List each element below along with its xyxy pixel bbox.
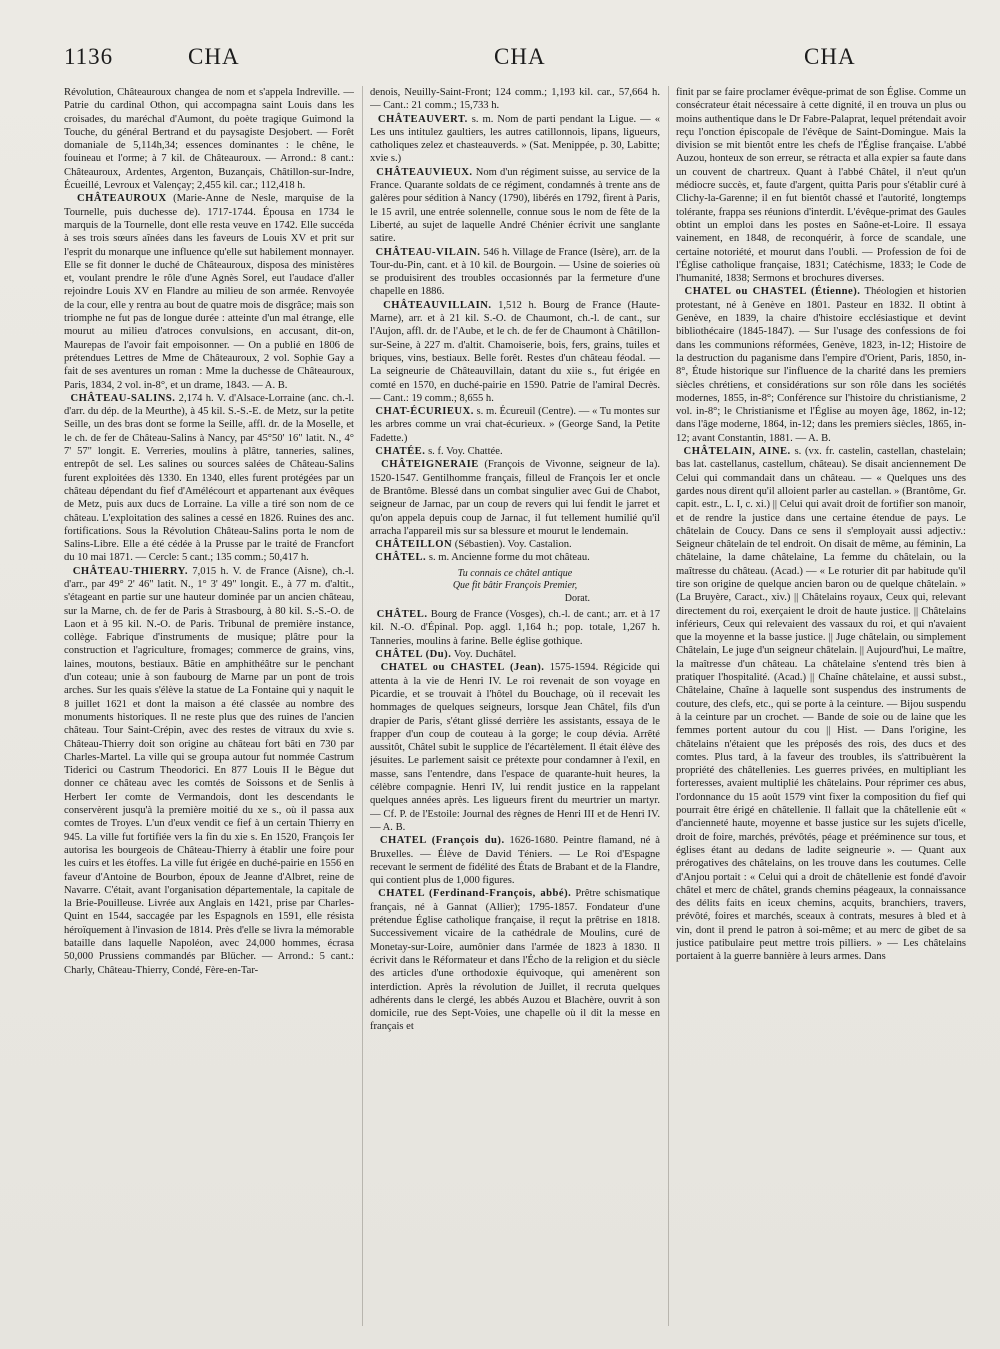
entry-chatel-du: CHÂTEL (Du). Voy. Duchâtel. [375,649,517,661]
entry-chatel-jean: CHATEL ou CHASTEL (Jean). 1575-1594. Régicide qui attenta à la vie de Henri IV. Le roi revenait de son voyage en Picardie, et se trouvait à l'hôtel du Bouchage, où il recevait les hommages de quelques seigneurs, lorsque Jean Châtel, fils d'un drapier de Paris, s'étant glissé derrière les assistants, essaya de le frapper d'un coup de couteau à la gorge; le coup dévia. Arrêté aussitôt, Châtel subit le supplice de l'écartèlement. Il était élève des jésuites. Le parlement saisit ce prétexte pour condamner à l'exil, en masse, sans l'entendre, dans l'espace de quarante-huit heures, la célèbre compagnie. Henri IV, lui rendit justice en la rappelant quelques années après. Les ligueurs firent du meurtrier un martyr. — Cf. P. de l'Estoile: Journal des règnes de Henri III et de Henri IV. — A. B. [370,662,660,833]
entry-chatel-francois: CHATEL (François du). 1626-1680. Peintre flamand, né à Bruxelles. — Élève de David Téniers. — Le Roi d'Espagne recevant le serment de fidélité des États de Brabant et de la Flandre, qui contient plus de 1,000 figures. [370,835,660,887]
running-head-right: CHA [804,44,856,69]
column-divider [362,86,363,1326]
headword: CHÂTEL. [375,552,427,564]
column-2 [370,86,660,1331]
headword: CHÂTEAU-VILAIN. [375,246,481,258]
entry-chatel-bourg: CHÂTEL. Bourg de France (Vosges), ch.-l. de cant.; arr. et à 17 kil. N.-O. d'Épinal. Pop. aggl. 1,164 h.; pop. totale, 1,267 h. Tanneries, moulins à farine. Belle église gothique. [370,609,660,647]
entry-chateillon: CHÂTEILLON (Sébastien). Voy. Castalion. [375,539,572,551]
headword: CHÂTEILLON [375,539,453,551]
headword: CHÂTEAU-THIERRY. [72,565,188,577]
headword: CHÂTEAUROUX [76,193,167,205]
headword: CHÂTELAIN, AINE. [683,446,791,458]
headword: CHATEL ou CHASTEL (Étienne). [684,286,861,298]
headword: CHÂTEL. [376,609,428,621]
headword: CHÂTEAUVIEUX. [376,166,473,178]
entry-chateauvert: CHÂTEAUVERT. s. m. Nom de parti pendant la Ligue. — « Les uns intitulez gaultiers, les autres catillonnois, lipans, ligueurs, catholiques zelez et chasteauverds. » (Sat. Menippée, p. 30, Labitte; xvie s.) [370,113,660,165]
headword: CHATÉE. [375,446,426,458]
column-1 [64,86,354,1331]
entry-chateauvieux: CHÂTEAUVIEUX. Nom d'un régiment suisse, au service de la France. Quarante soldats de ce régiment, condamnés à trente ans de galères pour sédition à Nancy (1790), libérés en 1792, firent à Paris, le 15 avril, une entrée solennelle, connue sous le nom de fête de la Liberté, au sujet de laquelle André Chénier écrivit une sanglante satire. [370,166,660,245]
entry-chat-ecurieux: CHAT-ÉCURIEUX. s. m. Écureuil (Centre). — « Tu montes sur les arbres comme un vrai chat-écurieux. » (George Sand, la Petite Fadette.) [370,406,660,444]
entry-chatelain: CHÂTELAIN, AINE. s. (vx. fr. castelin, castellan, chastelain; bas lat. castellanus, castellum, château). Se disait anciennement De Celui qui commandait dans un château. — « Quelques uns des gardes nous dirent qu'il alloient parler au castellan. » (Brantôme, Gr. capit. estr., L. I, c. xi.) || Celui qui avait droit de fortifier son manoir, et de rendre la justice dans une certaine étendue de pays. Le châtelain de Coucy. Dans ce sens il s'employait aussi adjectiv.: Seigneur châtelain de tel endroit. On disait de même, au féminin, La châtelaine, la dame châtelaine, La femme du châtelain, ou la maîtresse du château. (Acad.) — « Le roturier dit par habitude qu'il tire son origine de quelque ancien baron ou de quelque châtelain. » (La Bruyère, Caract., xiv.) || Châtelains royaux, Ceux qui, relevant directement du roi, exerçaient le droit de haute justice. || Châtelains inférieurs, Ceux qui relevaient des vassaux du roi, et qui n'avaient que la moyenne et la basse justice. || Juge châtelain, ou simplement Châtelain, Le juge d'un seigneur châtelain. || Aujourd'hui, Le maître, la maîtresse d'un château. La châtelaine s'entend très bien à pratiquer l'hospitalité. (Acad.) || Chaîne châtelaine, et aussi subst., Châtelaine, Chaîne à laquelle sont suspendus des instruments de couture, des clefs, etc., qui se porte à la ceinture. — Bijou suspendu à la ceinture par un crochet. — Bande de soie ou de laine que les femmes portent autour du cou || Hist. — Dans l'origine, les châtelains n'étaient que les préposés des rois, des ducs et des comtes. Plus tard, à la faveur des troubles, ils s'attribuèrent la propriété des châtellenies. Les guerres privées, en multipliant les forteresses, avaient multiplié les châtelains. Pour réprimer ces abus, l'ordonnance du 15 août 1579 vint fixer la composition du fief qui pourrait être érigé en châtellenie. Il fallait que la châtellenie eût « d'ancienneté haute, moyenne et basse justice sur les sujets d'icelle, droit de foire, marchés, prévôtés, péage et prééminence sur tous, et églises étant au dedans de ladite seigneurie ». — Quant aux prérogatives des châtelains, on les trouve dans les coutumes. Celle d'Anjou portait : « Celui qui a droit de châtellenie est fondé d'avoir châtel et merc de châtel, grands chemins péageaux, la connaissance des délits faits en iceux chemins, acquits, branchiers, travers, prévôté, foires et marchés, sceaux à contrats, mesures à bled et à vin, dont il prend le patron à soi-même; et au merc de gibet de sa justice patibulaire peut mettre trois pilliers. » — Les châtelains portaient à la guerre bannière à leurs armes. Dans [676,446,966,963]
entry-chatel-noun: CHÂTEL. s. m. Ancienne forme du mot château. [375,552,590,564]
verse-quotation: Tu connais ce châtel antique Que fit bâtir François Premier, Dorat. [370,568,660,606]
headword: CHÂTEAU-SALINS. [70,392,176,404]
headword: CHATEL ou CHASTEL (Jean). [380,662,545,674]
running-head-left: CHA [188,44,240,69]
column-3 [676,86,966,1331]
entry-chateigneraie: CHÂTEIGNERAIE (François de Vivonne, seigneur de la). 1520-1547. Gentilhomme français, filleul de François Ier et oncle de Brantôme. Blessé dans un combat singulier avec Gui de Chabot, seigneur de Jarnac, par un coup de revers qui lui fendit le jarret et qu'on appela depuis coup de Jarnac, il fut tellement humilié qu'il arracha l'appareil mis sur sa blessure et mourut le lendemain. [370,459,660,537]
headword: CHÂTEL (Du). [375,649,452,661]
entry-chateauvillain: CHÂTEAUVILLAIN. 1,512 h. Bourg de France (Haute-Marne), arr. et à 21 kil. S.-O. de Chaumont, ch.-l. de cant., sur l'Aujon, affl. dr. de l'Aube, et le ch. de fer de Chaumont à Châtillon-sur-Seine, à 227 m. d'altit. Chamoiserie, bois, fers, grains, tuiles et briques, vins, bestiaux. Belle forêt. Restes d'un château féodal. — La seigneurie de Châteauvillain, datant du xiie s., fut érigée en comté en 1570, en duché-pairie en 1590. Patrie de l'amiral Decrès. — Cant.: 19 comm.; 8,655 h. [370,299,660,404]
entry-continuation: denois, Neuilly-Saint-Front; 124 comm.; 1,193 kil. car., 57,664 h. — Cant.: 21 comm.; 15,733 h. [370,87,660,112]
page-number: 1136 [64,44,114,69]
headword: CHÂTEAUVERT. [377,113,468,125]
entry-continuation: finit par se faire proclamer évêque-primat de son Église. Comme un consécrateur était nécessaire à cette dignité, il en trouva un plus ou moins authentique dans le Dr Fabre-Palaprat, lequel prétendait avoir reçu l'onction épiscopale de l'évêque de Saint-Domingue. Mais la division se mit bientôt entre les chefs de l'Église française. L'abbé Auzou, honteux de son erreur, se rétracta et alla expier sa faute dans un couvent de chartreux. Quant à l'abbé Châtel, il n'eut qu'un médiocre succès, et, faute d'argent, quitta Paris pour s'établir curé à Clichy-la-Garenne; il en fut bientôt chassé et l'autorité, longtemps tolérante, frappa ses réunions d'interdit. L'évêque-primat des Gaules obtint un emploi dans les postes en Saône-et-Loire. Il essaya vainement, en 1848, de reconquérir, à force de scandale, une certaine notoriété, et mourut dans l'oubli. — Profession de foi de l'Église catholique française, 1831; Catéchisme, 1833; le Code de l'humanité, 1838; Sermons et brochures diverses. [676,87,966,285]
entry-chateauroux-duchesse: CHÂTEAUROUX (Marie-Anne de Nesle, marquise de la Tournelle, puis duchesse de). 1717-1744. Épousa en 1734 le marquis de la Tournelle, dont elle resta veuve en 1742. Elle succéda à ses trois sœurs aînées dans les faveurs de Louis XV et prit sur l'esprit du monarque une influence qu'elle sut habilement monnayer. Elle se fit donner le duché de Châteauroux, disposa des ministères et, voulant prendre le rôle d'une Agnès Sorel, eut l'audace d'aller rejoindre Louis XV en Flandre au milieu de son armée. Renvoyée de la cour, elle y rentra au bout de quatre mois de disgrâce; mais son triomphe ne fut pas de longue durée : atteinte d'un mal étrange, elle mourut au milieu d'atroces convulsions, en accusant, dit-on, Maurepas de l'avoir fait empoisonner. — On a publié en 1806 de prétendues Lettres de Mme de Châteauroux, 2 vol. Sophie Gay a fait de ses aventures un roman : Mme la duchesse de Châteauroux, Paris, 1834, 2 vol. in-8°, et un drame, 1843. — A. B. [64,193,354,391]
entry-chateau-salins: CHÂTEAU-SALINS. 2,174 h. V. d'Alsace-Lorraine (anc. ch.-l. d'arr. du dép. de la Meurthe), à 45 kil. S.-S.-E. de Metz, sur la petite Seille, un des bras dont se forme la Seille, affl. dr. de la Moselle, et le ch. de fer de Château-Salins à Nancy, par 45°50' 16" latit. N., 4° 7' 57" longit. E. Verreries, moulins à plâtre, tanneries, salines, entrepôt de sel. Les salines ou sources salées de Château-Salins furent exploitées dès 1330. En 1340, elles furent protégées par un château dépendant du fief d'Amélécourt et appartenant aux évêques de Metz, puis aux ducs de Lorraine. La ville a tiré son nom de ce château. L'exploitation des salines a cessé en 1826. Ruines des anc. fortifications. Sous la Révolution Château-Salins porta le nom de Salins-Libre. Elle a été cédée à la Prusse par le traité de Francfort du 10 mai 1871. — Cercle: 5 cant.; 135 comm.; 50,417 h. [64,392,354,564]
headword: CHATEL (Ferdinand-François, abbé). [378,888,572,900]
entry-chatee: CHATÉE. s. f. Voy. Chattée. [375,446,503,458]
headword: CHATEL (François du). [379,835,505,847]
entry-chatel-abbe: CHATEL (Ferdinand-François, abbé). Prêtre schismatique français, né à Gannat (Allier); 1795-1857. Fondateur d'une prétendue Église catholique française, il reçut la prêtrise en 1818. Successivement vicaire de la cathédrale de Moulins, curé de Monetay-sur-Loire, aumônier dans l'armée de 1823 à 1830. Il écrivit dans le Réformateur et dans l'Écho de la religion et du siècle des articles d'une orthodoxie équivoque, qui amenèrent son interdiction. Après la révolution de Juillet, il recruta quelques adhérents dans le clergé, les abbés Auzou et Blachère, ouvrit à son domicile, rue des Sept-Voies, une chapelle où il dit la messe en français et [370,888,660,1033]
running-head-center: CHA [494,44,546,69]
headword: CHÂTEAUVILLAIN. [383,299,492,311]
headword: CHAT-ÉCURIEUX. [375,406,474,418]
headword: CHÂTEIGNERAIE [381,459,479,471]
quote-author: Dorat. [564,592,590,604]
entry-continuation: Révolution, Châteauroux changea de nom et s'appela Indreville. — Patrie du cardinal Othon, qui accompagna saint Louis dans les croisades, du maréchal d'Aumont, du poète tragique Guimond la Touche, du général Bertrand et du paysagiste Desjobert. — Forêt domaniale de 5,114h,34; essences dominantes : le chêne, le fouineau et l'orme; à 7 kil. de Châteauroux. — Arrond.: 8 cant.: Châteauroux, Ardentes, Argenton, Buzançais, Châtillon-sur-Indre, Écueillé, Levroux et Valençay; 2,455 kil. car.; 112,418 h. [64,87,354,192]
entry-chateau-vilain: CHÂTEAU-VILAIN. 546 h. Village de France (Isère), arr. de la Tour-du-Pin, cant. et à 10 kil. de Bourgoin. — Usine de soieries où se produisirent des troubles occasionnés par la fermeture d'une chapelle en 1886. [370,246,660,298]
entry-chatel-etienne: CHATEL ou CHASTEL (Étienne). Théologien et historien protestant, né à Genève en 1801. Pasteur en 1832. Il obtint à Genève, en 1839, la chaire d'histoire ecclésiastique et devint bibliothécaire (1845-1847). — Sur l'usage des confessions de foi dans les communions réformées, Genève, 1823, in-12; Histoire de la destruction du paganisme dans l'empire d'Orient, Paris, 1850, in-8°, Étude historique sur l'influence de la charité dans les premiers siècles chrétiens, et considérations sur son rôle dans les sociétés modernes, 1855, in-8°; Conférence sur l'histoire du christianisme, 2 vol. in-8°; le Christianisme et l'Église au moyen âge, 1862, in-12; dans l'âge moderne, 1864, in-12; dans les premiers siècles, 1865, in-12; avant Constantin, 1881. — A. B. [676,286,966,444]
page-header [0,44,1000,84]
entry-chateau-thierry: CHÂTEAU-THIERRY. 7,015 h. V. de France (Aisne), ch.-l. d'arr., par 49° 2' 46" latit. N., 1° 3' 49" longit. E., à 77 m. d'altit., s'étageant en partie sur une hauteur dominée par un ancien château, sur la Marne, ch. de fer de Paris à Strasbourg, à 80 kil. S.-S.-O. de Laon et à 95 kil. N.-O. de Paris. Tribunal de première instance, collège. Fabrique d'instruments de musique; plâtre pour la construction et l'agriculture, fromages; commerce de grains, vins, laines, moutons, bestiaux. Bâtie en amphithéâtre sur le penchant d'un coteau; unie à son faubourg de Marne par un pont de trois arches. Sur les quais s'élève la statue de La Fontaine qui y naquit le 8 juillet 1621 et dont la maison a été classée au nombre des monuments historiques. Il ne reste plus que des ruines de l'ancien château. Tour Saint-Crépin, avec des restes de vitraux du xvie s. Château-Thierry doit son origine au château fort bâti en 730 par Charles-Martel. La ville qui se groupa autour fut nommée Castrum Tiderici ou Castrum Theodorici. En 877 Louis II le Bègue dut donner ce château avec les comtés de Soissons et de Senlis à Herbert Ier comte de Vermandois, dont les descendants le conservèrent jusqu'à la première moitié du xe s., où il passa aux comtes de Troyes. L'un d'eux vendit ce fief à un certain Thierry en 945. La ville fut fortifiée vers la fin du xie s. En 1520, François Ier autorisa les bourgeois de Château-Thierry à établir une foire pour les cuirs et les étoffes. La ville fut érigée en duché-pairie en 1556 en faveur d'Antoine de Bourbon, époux de Jeanne d'Albret, reine de Navarre. C'était, avant l'organisation départementale, la capitale de la Brie-Pouilleuse. Livrée aux Anglais en 1421, prise par Charles-Quint en 1544, saccagée par les Espagnols en 1591, elle résista héroïquement à l'invasion de 1814. Près d'elle se livra la mémorable bataille dans laquelle Napoléon, avec 24,000 hommes, écrasa 50,000 Prussiens commandés par Blücher. — Arrond.: 5 cant.: Charly, Château-Thierry, Condé, Fère-en-Tar- [64,565,354,976]
column-divider [668,86,669,1326]
